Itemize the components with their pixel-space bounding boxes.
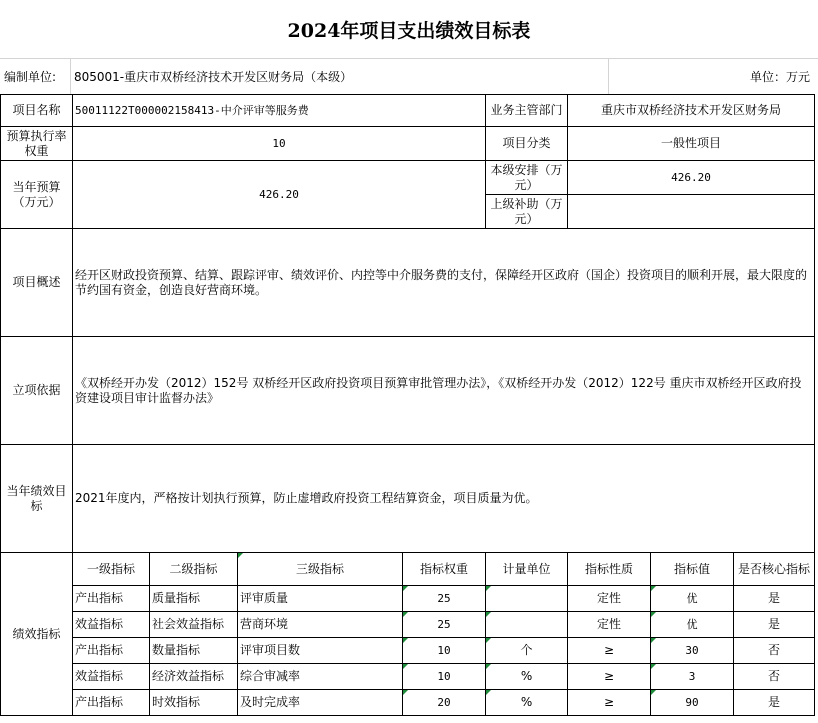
indicator-core: 是 (734, 586, 815, 612)
indicator-header: 是否核心指标 (734, 553, 815, 586)
indicator-core: 是 (734, 690, 815, 716)
basis: 《双桥经开办发（2012）152号 双桥经开区政府投资项目预算审批管理办法》，《双桥经开办发（2012）122号 重庆市双桥经开区政府投资建设项目审计监督办法》 (73, 337, 815, 445)
indicator-header: 三级指标 (238, 553, 403, 586)
indicator-nature: ≥ (568, 638, 651, 664)
indicator-core: 是 (734, 612, 815, 638)
unit-label: 编制单位: (4, 70, 57, 84)
indicator-nature: 定性 (568, 612, 651, 638)
indicator-unit: % (486, 690, 568, 716)
indicators-label: 绩效指标 (1, 553, 73, 716)
project-name-label: 项目名称 (1, 95, 73, 127)
basis-label: 立项依据 (1, 337, 73, 445)
upper-label: 上级补助（万元） (486, 195, 568, 229)
dept: 重庆市双桥经济技术开发区财务局 (568, 95, 815, 127)
upper (568, 195, 815, 229)
indicator-header: 一级指标 (73, 553, 150, 586)
indicator-level2: 质量指标 (150, 586, 238, 612)
goal-label: 当年绩效目标 (1, 445, 73, 553)
overview-label: 项目概述 (1, 229, 73, 337)
header-divider (70, 59, 71, 95)
indicator-nature: 定性 (568, 586, 651, 612)
indicator-header: 计量单位 (486, 553, 568, 586)
indicator-weight: 20 (403, 690, 486, 716)
indicator-level3: 评审质量 (238, 586, 403, 612)
performance-table (0, 94, 815, 716)
indicator-header: 指标性质 (568, 553, 651, 586)
indicator-unit (486, 586, 568, 612)
project-name: 50011122T000002158413-中介评审等服务费 (73, 95, 486, 127)
indicator-header: 指标权重 (403, 553, 486, 586)
indicator-value: 优 (651, 612, 734, 638)
indicator-level2: 时效指标 (150, 690, 238, 716)
budget: 426.20 (73, 161, 486, 229)
indicator-level1: 效益指标 (73, 664, 150, 690)
indicator-unit (486, 612, 568, 638)
indicator-level3: 综合审减率 (238, 664, 403, 690)
indicator-level2: 数量指标 (150, 638, 238, 664)
indicator-level1: 产出指标 (73, 690, 150, 716)
indicator-value: 30 (651, 638, 734, 664)
indicator-weight: 25 (403, 612, 486, 638)
indicator-value: 3 (651, 664, 734, 690)
table-row (1, 638, 815, 664)
indicator-header: 二级指标 (150, 553, 238, 586)
table-row (1, 690, 815, 716)
dept-label: 业务主管部门 (486, 95, 568, 127)
indicator-level3: 及时完成率 (238, 690, 403, 716)
indicator-level3: 营商环境 (238, 612, 403, 638)
indicator-unit: % (486, 664, 568, 690)
indicator-level3: 评审项目数 (238, 638, 403, 664)
category: 一般性项目 (568, 127, 815, 161)
indicator-nature: ≥ (568, 664, 651, 690)
goal: 2021年度内，严格按计划执行预算，防止虚增政府投资工程结算资金，项目质量为优。 (73, 445, 815, 553)
own: 426.20 (568, 161, 815, 195)
overview: 经开区财政投资预算、结算、跟踪评审、绩效评价、内控等中介服务费的支付，保障经开区政府（国企）投资项目的顺利开展，最大限度的节约国有资金，创造良好营商环境。 (73, 229, 815, 337)
indicator-level1: 产出指标 (73, 586, 150, 612)
unit-name: 805001-重庆市双桥经济技术开发区财务局（本级） (74, 70, 353, 84)
rate: 10 (73, 127, 486, 161)
indicator-level2: 经济效益指标 (150, 664, 238, 690)
indicator-level1: 效益指标 (73, 612, 150, 638)
indicator-core: 否 (734, 664, 815, 690)
table-row (1, 612, 815, 638)
category-label: 项目分类 (486, 127, 568, 161)
indicator-weight: 10 (403, 664, 486, 690)
indicator-header: 指标值 (651, 553, 734, 586)
indicator-value: 优 (651, 586, 734, 612)
money-unit: 单位：万元 (749, 70, 810, 84)
page-title: 2024年项目支出绩效目标表 (287, 19, 531, 42)
table-row (1, 586, 815, 612)
header-divider (608, 59, 609, 95)
indicator-weight: 10 (403, 638, 486, 664)
header-row (0, 58, 818, 94)
indicator-weight: 25 (403, 586, 486, 612)
budget-label: 当年预算（万元） (1, 161, 73, 229)
indicator-nature: ≥ (568, 690, 651, 716)
indicator-value: 90 (651, 690, 734, 716)
indicator-unit: 个 (486, 638, 568, 664)
own-label: 本级安排（万元） (486, 161, 568, 195)
indicator-level1: 产出指标 (73, 638, 150, 664)
indicator-core: 否 (734, 638, 815, 664)
indicator-level2: 社会效益指标 (150, 612, 238, 638)
rate-label: 预算执行率权重 (1, 127, 73, 161)
table-row (1, 664, 815, 690)
